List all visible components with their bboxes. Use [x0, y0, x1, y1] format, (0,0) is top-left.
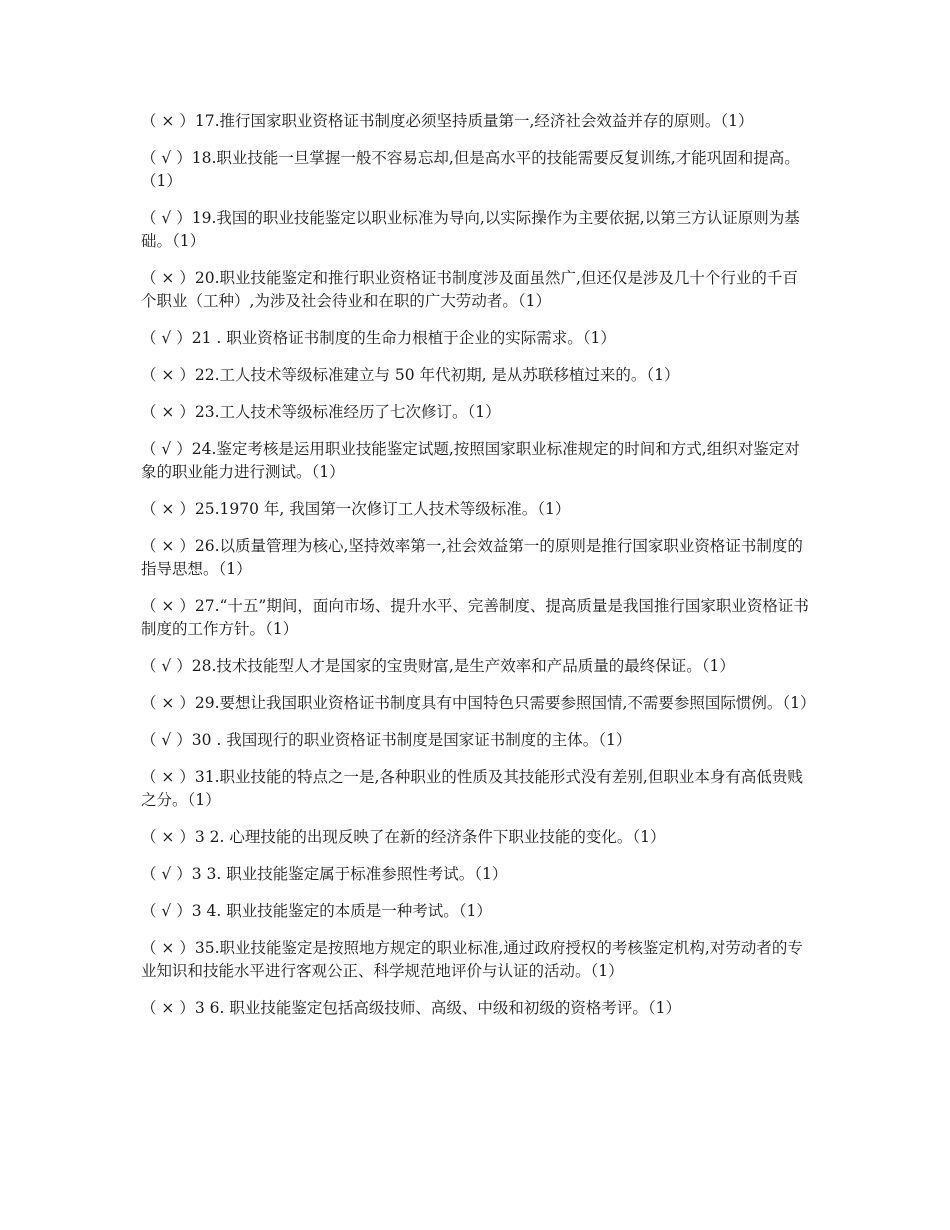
question-29: （ × ）29.要想让我国职业资格证书制度具有中国特色只需要参照国情,不需要参照国际惯例。（1） — [141, 694, 816, 712]
question-28: （ √ ）28.技术技能型人才是国家的宝贵财富,是生产效率和产品质量的最终保证。（1） — [141, 657, 735, 675]
question-30: （ √ ）30 . 我国现行的职业资格证书制度是国家证书制度的主体。（1） — [141, 731, 632, 749]
question-31: （ × ）31.职业技能的特点之一是,各种职业的性质及其技能形式没有差别,但职业本身有高低贵贱之分。（1） — [141, 768, 803, 809]
question-35: （ × ）35.职业技能鉴定是按照地方规定的职业标准,通过政府授权的考核鉴定机构,对劳动者的专业知识和技能水平进行客观公正、科学规范地评价与认证的活动。（1） — [141, 939, 803, 980]
question-27: （ × ）27.“十五”期间，面向市场、提升水平、完善制度、提高质量是我国推行国家职业资格证书制度的工作方针。（1） — [141, 597, 809, 638]
question-34: （ √ ）3 4. 职业技能鉴定的本质是一种考试。（1） — [141, 902, 492, 920]
question-20: （ × ）20.职业技能鉴定和推行职业资格证书制度涉及面虽然广,但还仅是涉及几十个行业的千百个职业（工种）,为涉及社会待业和在职的广大劳动者。（1） — [141, 269, 798, 310]
question-22: （ × ）22.工人技术等级标准建立与 50 年代初期, 是从苏联移植过来的。（1） — [141, 366, 680, 384]
question-17: （ × ）17.推行国家职业资格证书制度必须坚持质量第一,经济社会效益并存的原则。（1） — [141, 112, 754, 130]
question-list — [141, 110, 816, 1034]
question-21: （ √ ）21 . 职业资格证书制度的生命力根植于企业的实际需求。（1） — [141, 329, 616, 347]
question-23: （ × ）23.工人技术等级标准经历了七次修订。（1） — [141, 403, 501, 421]
question-24: （ √ ）24.鉴定考核是运用职业技能鉴定试题,按照国家职业标准规定的时间和方式,组织对鉴定对象的职业能力进行测试。（1） — [141, 440, 800, 481]
question-36: （ × ）3 6. 职业技能鉴定包括高级技师、高级、中级和初级的资格考评。（1） — [141, 999, 681, 1017]
question-32: （ × ）3 2. 心理技能的出现反映了在新的经济条件下职业技能的变化。（1） — [141, 828, 666, 846]
question-25: （ × ）25.1970 年, 我国第一次修订工人技术等级标准。（1） — [141, 500, 571, 518]
question-19: （ √ ）19.我国的职业技能鉴定以职业标准为导向,以实际操作为主要依据,以第三方认证原则为基础。（1） — [141, 209, 800, 250]
question-18: （ √ ）18.职业技能一旦掌握一般不容易忘却,但是高水平的技能需要反复训练,才能巩固和提高。（1） — [141, 149, 800, 190]
question-33: （ √ ）3 3. 职业技能鉴定属于标准参照性考试。（1） — [141, 865, 508, 883]
question-26: （ × ）26.以质量管理为核心,坚持效率第一,社会效益第一的原则是推行国家职业资格证书制度的指导思想。（1） — [141, 537, 803, 578]
